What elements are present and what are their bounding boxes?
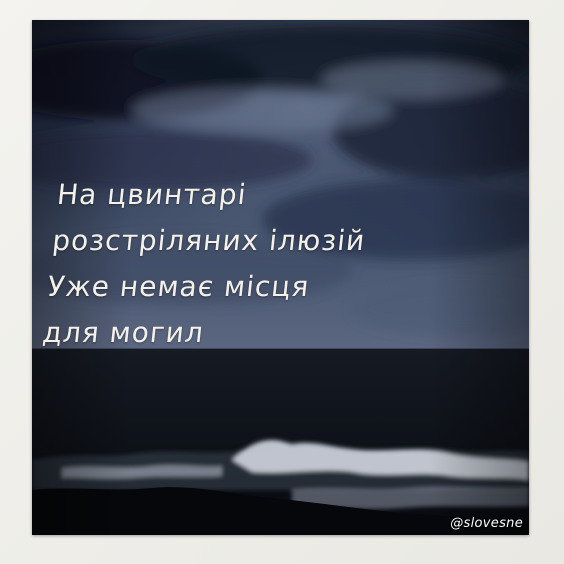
post-image[interactable] xyxy=(32,20,529,535)
caption-line: для могил xyxy=(41,316,206,349)
caption-line: розстріляних ілюзій xyxy=(50,224,368,257)
author-watermark: @slovesne xyxy=(450,516,523,531)
caption-line: Уже немає місця xyxy=(45,270,312,303)
caption-line: На цвинтарі xyxy=(55,178,249,211)
handwritten-caption xyxy=(40,172,529,356)
